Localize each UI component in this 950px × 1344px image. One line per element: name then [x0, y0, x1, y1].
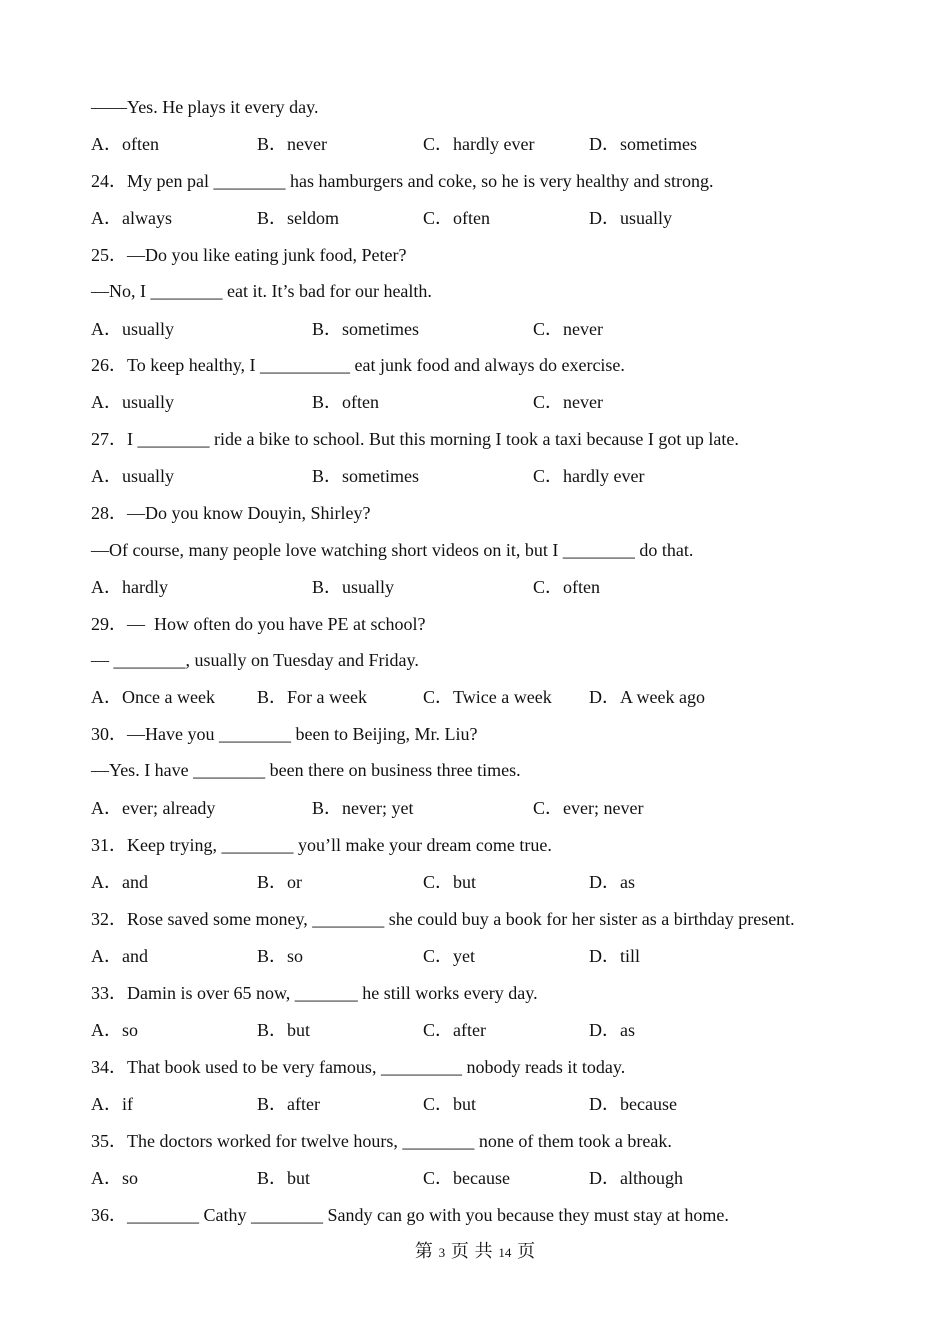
option-a: A．usually: [91, 466, 174, 486]
option-b: B．usually: [312, 577, 395, 597]
option-a: A．hardly: [91, 577, 168, 597]
question-29: 29．— How often do you have PE at school?: [91, 614, 426, 634]
option-a: A．so: [91, 1020, 139, 1040]
question-25-reply: —No, I ________ eat it. It’s bad for our health.: [91, 281, 432, 301]
option-a: A．ever; already: [91, 798, 216, 818]
question-27: 27．I ________ ride a bike to school. But this morning I took a taxi because I got up late.: [91, 429, 739, 449]
option-c: C．ever; never: [533, 798, 644, 818]
option-c: C．but: [423, 1094, 477, 1114]
option-c: C．yet: [423, 946, 475, 966]
question-28-reply: —Of course, many people love watching short videos on it, but I ________ do that.: [91, 540, 694, 560]
question-25: 25．—Do you like eating junk food, Peter?: [91, 245, 407, 265]
question-30: 30．—Have you ________ been to Beijing, Mr. Liu?: [91, 724, 478, 744]
option-b: B．For a week: [257, 687, 367, 707]
footer-mid: 页 共: [450, 1241, 493, 1262]
option-b: B．seldom: [257, 208, 340, 228]
question-33: 33．Damin is over 65 now, _______ he still works every day.: [91, 983, 538, 1003]
option-d: D．usually: [589, 208, 672, 228]
option-c: C．never: [533, 392, 603, 412]
option-a: A．so: [91, 1168, 139, 1188]
option-d: D．as: [589, 872, 635, 892]
option-a: A．usually: [91, 319, 174, 339]
option-a: A．if: [91, 1094, 133, 1114]
option-a: A．and: [91, 872, 148, 892]
footer-prefix: 第: [414, 1241, 433, 1262]
option-a: A．usually: [91, 392, 174, 412]
option-c: C．often: [423, 208, 490, 228]
option-d: D．as: [589, 1020, 635, 1040]
option-c: C．but: [423, 872, 477, 892]
option-b: B．sometimes: [312, 466, 419, 486]
option-b: B．so: [257, 946, 304, 966]
option-d: D．because: [589, 1094, 677, 1114]
question-28: 28．—Do you know Douyin, Shirley?: [91, 503, 371, 523]
option-b: B．but: [257, 1168, 311, 1188]
footer-suffix: 页: [517, 1241, 536, 1262]
option-b: B．never; yet: [312, 798, 414, 818]
option-a: A．Once a week: [91, 687, 215, 707]
option-d: D．till: [589, 946, 641, 966]
option-a: A．often: [91, 134, 159, 154]
page-footer: [0, 1241, 950, 1264]
option-d: D．sometimes: [589, 134, 697, 154]
option-b: B．often: [312, 392, 379, 412]
option-c: C．often: [533, 577, 600, 597]
option-d: D．A week ago: [589, 687, 705, 707]
option-a: A．always: [91, 208, 172, 228]
question-32: 32．Rose saved some money, ________ she could buy a book for her sister as a birthday present.: [91, 909, 795, 929]
option-b: B．after: [257, 1094, 320, 1114]
answer-line: ——Yes. He plays it every day.: [91, 97, 319, 117]
option-c: C．because: [423, 1168, 510, 1188]
option-d: D．although: [589, 1168, 683, 1188]
question-29-reply: — ________, usually on Tuesday and Friday.: [91, 650, 419, 670]
question-31: 31．Keep trying, ________ you’ll make your dream come true.: [91, 835, 552, 855]
question-30-reply: —Yes. I have ________ been there on business three times.: [91, 760, 521, 780]
question-35: 35．The doctors worked for twelve hours, ________ none of them took a break.: [91, 1131, 672, 1151]
option-c: C．hardly ever: [533, 466, 645, 486]
question-26: 26．To keep healthy, I __________ eat junk food and always do exercise.: [91, 355, 625, 375]
total-page-number: 14: [498, 1245, 512, 1260]
question-24: 24．My pen pal ________ has hamburgers and coke, so he is very healthy and strong.: [91, 171, 714, 191]
question-34: 34．That book used to be very famous, _________ nobody reads it today.: [91, 1057, 626, 1077]
option-c: C．after: [423, 1020, 486, 1040]
current-page-number: 3: [438, 1245, 446, 1260]
option-a: A．and: [91, 946, 148, 966]
option-b: B．but: [257, 1020, 311, 1040]
question-36: 36．________ Cathy ________ Sandy can go with you because they must stay at home.: [91, 1205, 729, 1225]
option-b: B．sometimes: [312, 319, 419, 339]
option-b: B．never: [257, 134, 327, 154]
option-c: C．Twice a week: [423, 687, 552, 707]
option-c: C．hardly ever: [423, 134, 535, 154]
option-c: C．never: [533, 319, 603, 339]
option-b: B．or: [257, 872, 302, 892]
